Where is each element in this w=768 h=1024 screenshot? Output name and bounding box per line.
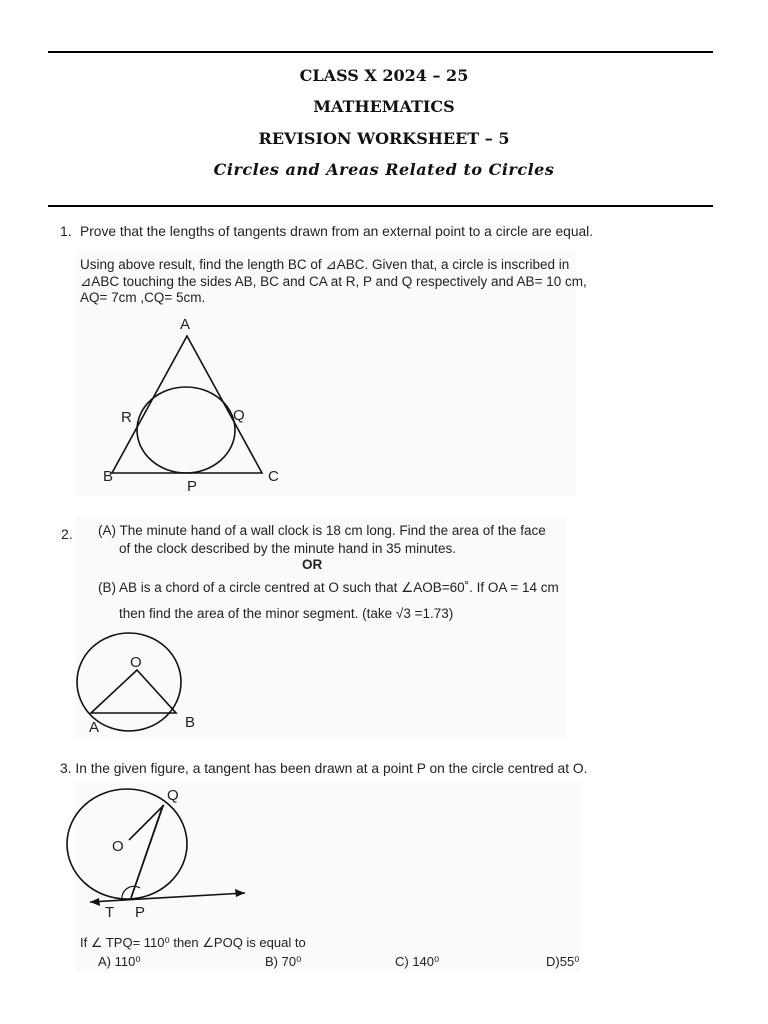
tangent-arrow-right [235,889,245,897]
q1-number: 1. [60,223,72,239]
q3-statement: In the given figure, a tangent has been drawn at a point P on the circle centred at O. [75,761,588,776]
q1-label-a: A [180,316,191,333]
q1-label-q: Q [233,407,245,424]
q3-label-t: T [105,904,115,921]
q3-label-q: Q [167,787,179,804]
worksheet-title: REVISION WORKSHEET – 5 [258,129,510,148]
q3-label-o: O [112,838,124,855]
q1-part-line-3: AQ= 7cm ,CQ= 5cm. [80,290,206,305]
q2-part-a-line-2: of the clock described by the minute hand in 35 minutes. [119,541,456,556]
q1-statement: Prove that the lengths of tangents drawn from an external point to a circle are equal. [80,224,594,239]
topic-title: Circles and Areas Related to Circles [213,160,555,179]
q3-question: If ∠ TPQ= 110⁰ then ∠POQ is equal to [80,935,306,950]
tangent-arrow-left [90,898,100,906]
q2-label-b: B [185,714,196,731]
class-line: CLASS X 2024 – 25 [299,66,469,85]
oq-line [129,805,164,840]
q2-part-b-line-1: (B) AB is a chord of a circle centred at O such that ∠AOB=60˚. If OA = 14 cm [98,580,559,595]
q1-label-p: P [187,478,198,495]
q2-or: OR [302,557,323,572]
pq-chord [131,806,163,898]
q3-option-b: B) 70⁰ [265,954,302,969]
q3-option-a: A) 110⁰ [98,954,141,969]
q2-part-b-line-2: then find the area of the minor segment. (take √3 =1.73) [119,606,454,621]
q2-label-a: A [89,719,100,736]
q3-label-p: P [135,904,146,921]
q1-part-line-2: ⊿ABC touching the sides AB, BC and CA at R, P and Q respectively and AB= 10 cm, [80,274,587,289]
q2-label-o: O [130,654,142,671]
q3-option-d: D)55⁰ [546,954,580,969]
q1-label-b: B [103,468,114,485]
q3-number: 3. [60,761,72,776]
q2-part-a-line-1: (A) The minute hand of a wall clock is 18 cm long. Find the area of the face [98,523,546,538]
circle-o [67,789,187,899]
q1-label-c: C [268,468,279,485]
q1-part-line-1: Using above result, find the length BC of ⊿ABC. Given that, a circle is inscribed in [80,257,570,272]
q1-label-r: R [121,409,132,426]
subject-title: MATHEMATICS [313,97,455,116]
q3-option-c: C) 140⁰ [395,954,440,969]
q2-number: 2. [61,526,73,542]
